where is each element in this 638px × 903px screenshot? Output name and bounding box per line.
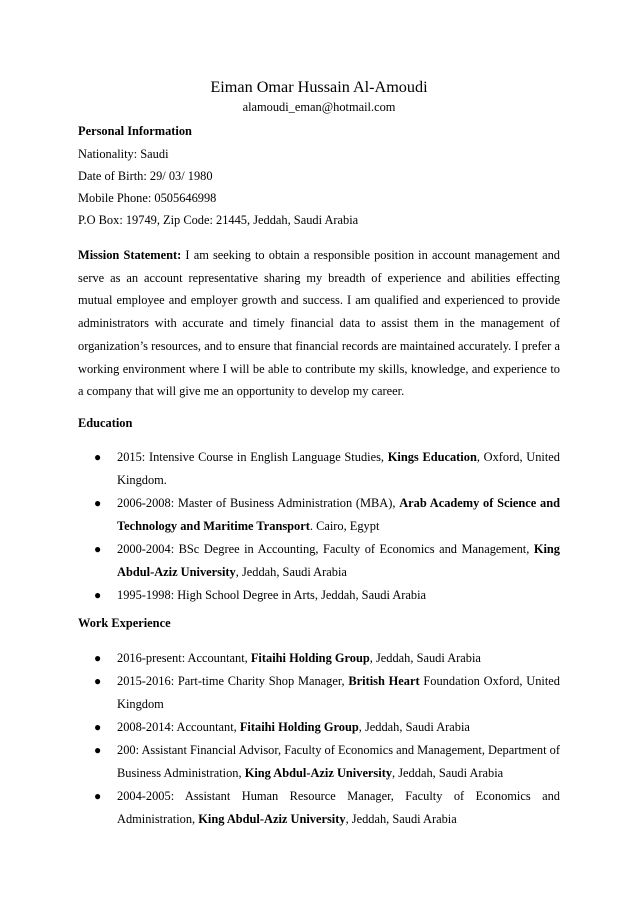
item-text: 2000-2004: BSc Degree in Accounting, Faculty of Economics and Management, xyxy=(117,542,534,556)
postal-address: P.O Box: 19749, Zip Code: 21445, Jeddah, Saudi Arabia xyxy=(78,213,359,227)
item-location: . Cairo, Egypt xyxy=(309,519,380,533)
item-location: , Jeddah, Saudi Arabia xyxy=(369,651,481,665)
item-text: 200: Assistant Financial Advisor, Faculty of Economics and Management, Department of Business Administration, xyxy=(117,743,560,780)
mission-text: I am seeking to obtain a responsible position in account management and serve as an account representative sharing my breadth of experience and abilities effecting mutual employee and employer growth and success. I am qualified and experienced to provide administrators with accurate and timely financial data to assist them in the management of organization’s resources, and to ensure that financial records are maintained accurately. I prefer a working environment where I will be able to contribute my skills, knowledge, and experience to a company that will give me an opportunity to develop my career. xyxy=(78,248,560,399)
bullet-icon: ● xyxy=(94,588,102,602)
mission-statement xyxy=(78,244,560,403)
item-employer: Fitaihi Holding Group xyxy=(239,720,359,734)
education-item xyxy=(117,492,560,538)
work-item xyxy=(117,670,560,716)
item-location: , Jeddah, Saudi Arabia xyxy=(392,766,504,780)
mobile-phone: Mobile Phone: 0505646998 xyxy=(78,191,217,205)
work-item xyxy=(117,716,560,739)
bullet-icon: ● xyxy=(94,450,102,464)
education-heading: Education xyxy=(78,416,133,430)
personal-info-heading: Personal Information xyxy=(78,124,192,138)
item-location: , Jeddah, Saudi Arabia xyxy=(358,720,470,734)
item-location: , Jeddah, Saudi Arabia xyxy=(345,812,457,826)
nationality: Nationality: Saudi xyxy=(78,147,169,161)
item-location: , Jeddah, Saudi Arabia xyxy=(235,565,347,579)
work-item xyxy=(117,739,560,785)
item-location: , Oxford, United Kingdom. xyxy=(117,450,560,487)
bullet-icon: ● xyxy=(94,720,102,734)
applicant-name: Eiman Omar Hussain Al-Amoudi xyxy=(210,78,428,96)
item-employer: British Heart xyxy=(348,674,420,688)
education-item xyxy=(117,538,560,584)
bullet-icon: ● xyxy=(94,743,102,757)
item-text: 2008-2014: Accountant, xyxy=(117,720,240,734)
item-institution: Arab Academy of Science and Technology and Maritime Transport xyxy=(117,496,560,533)
item-text: 2004-2005: Assistant Human Resource Manager, Faculty of Economics and Administration, xyxy=(117,789,560,826)
item-institution: Kings Education xyxy=(387,450,477,464)
item-employer: Fitaihi Holding Group xyxy=(250,651,370,665)
education-item xyxy=(117,446,560,492)
applicant-email[interactable]: alamoudi_eman@hotmail.com xyxy=(242,100,396,114)
bullet-icon: ● xyxy=(94,789,102,803)
item-text: 2015-2016: Part-time Charity Shop Manager, xyxy=(117,674,349,688)
item-text: 2015: Intensive Course in English Language Studies, xyxy=(117,450,388,464)
item-text: 1995-1998: High School Degree in Arts, Jeddah, Saudi Arabia xyxy=(117,588,427,602)
bullet-icon: ● xyxy=(94,542,102,556)
item-location: Foundation Oxford, United Kingdom xyxy=(117,674,560,711)
bullet-icon: ● xyxy=(94,674,102,688)
bullet-icon: ● xyxy=(94,496,102,510)
date-of-birth: Date of Birth: 29/ 03/ 1980 xyxy=(78,169,213,183)
work-experience-heading: Work Experience xyxy=(78,616,171,630)
item-institution: King Abdul-Aziz University xyxy=(117,542,560,579)
item-text: 2006-2008: Master of Business Administration (MBA), xyxy=(117,496,400,510)
item-employer: King Abdul-Aziz University xyxy=(244,766,393,780)
item-text: 2016-present: Accountant, xyxy=(117,651,251,665)
education-item xyxy=(117,584,560,607)
mission-label: Mission Statement: xyxy=(78,248,182,262)
work-item xyxy=(117,647,560,670)
bullet-icon: ● xyxy=(94,651,102,665)
item-employer: King Abdul-Aziz University xyxy=(198,812,346,826)
work-item xyxy=(117,785,560,831)
